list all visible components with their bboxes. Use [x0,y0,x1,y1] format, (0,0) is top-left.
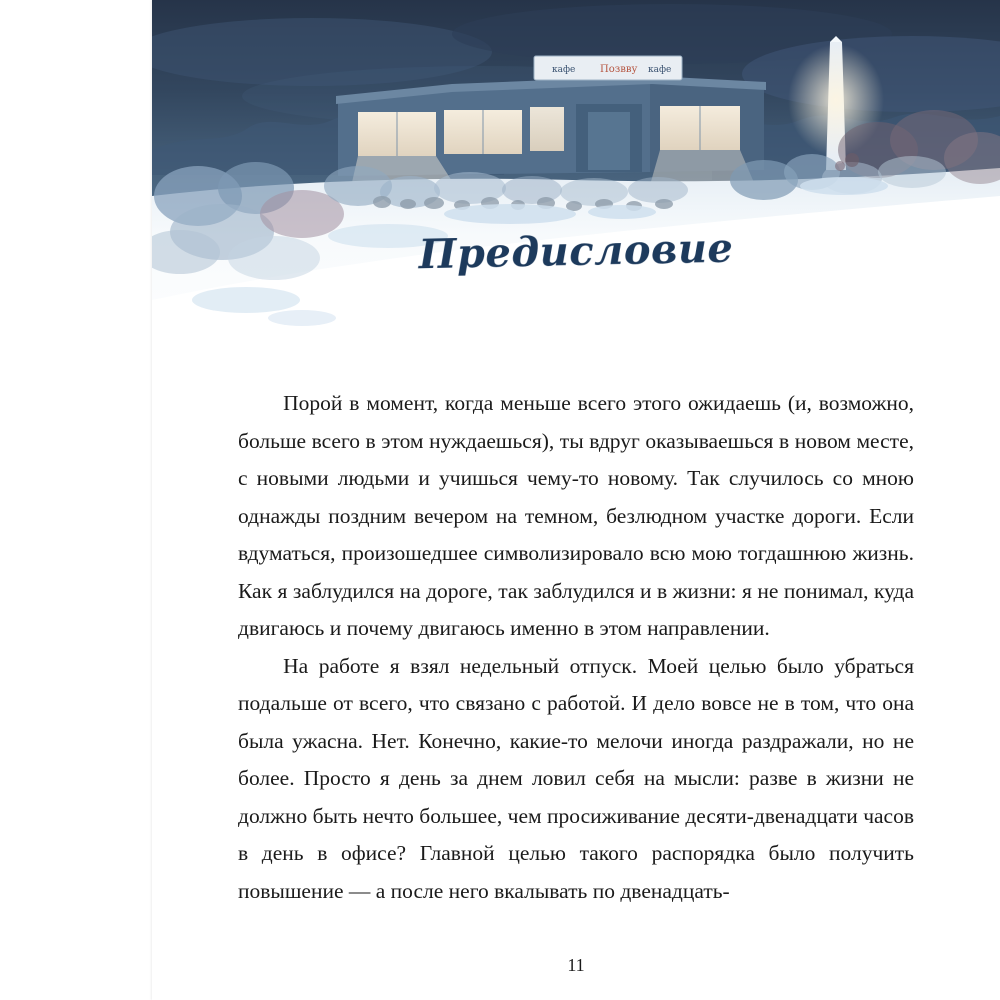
chapter-title: Предисловие [418,224,734,279]
paragraph: Порой в момент, когда меньше всего этого ожидаешь (и, возможно, больше всего в этом нуждаешься), ты вдруг оказываешься в новом месте, с новыми людьми и учишься чему-то новому. Так случилось со мною однажды поздним вечером на темном, безлюдном участке дороги. Если вдуматься, произошедшее символизировало всю мою тогдашнюю жизнь. Как я заблудился на дороге, так заблудился и в жизни: я не понимал, куда двигаюсь и почему двигаюсь именно в этом направлении. [238,391,914,640]
page-number: 11 [567,955,585,975]
body-text [238,385,914,910]
sign-text-right: кафе [648,65,672,75]
sign-text-center: Позвву [600,64,638,75]
sign-text-left: кафе [552,65,576,75]
chapter-illustration [152,0,1000,360]
page-gutter [0,0,152,1000]
book-page [152,0,1000,1000]
paragraph: На работе я взял недельный отпуск. Моей целью было убраться подальше от всего, что связано с работой. И дело вовсе не в том, что она была ужасна. Нет. Конечно, какие-то мелочи иногда раздражали, но не более. Просто я день за днем ловил себя на мысли: разве в жизни не должно быть нечто большее, чем просиживание десяти-двенадцати часов в день в офисе? Главной целью такого распорядка было получить повышение — а после него вкалывать по двенадцать- [238,653,914,903]
